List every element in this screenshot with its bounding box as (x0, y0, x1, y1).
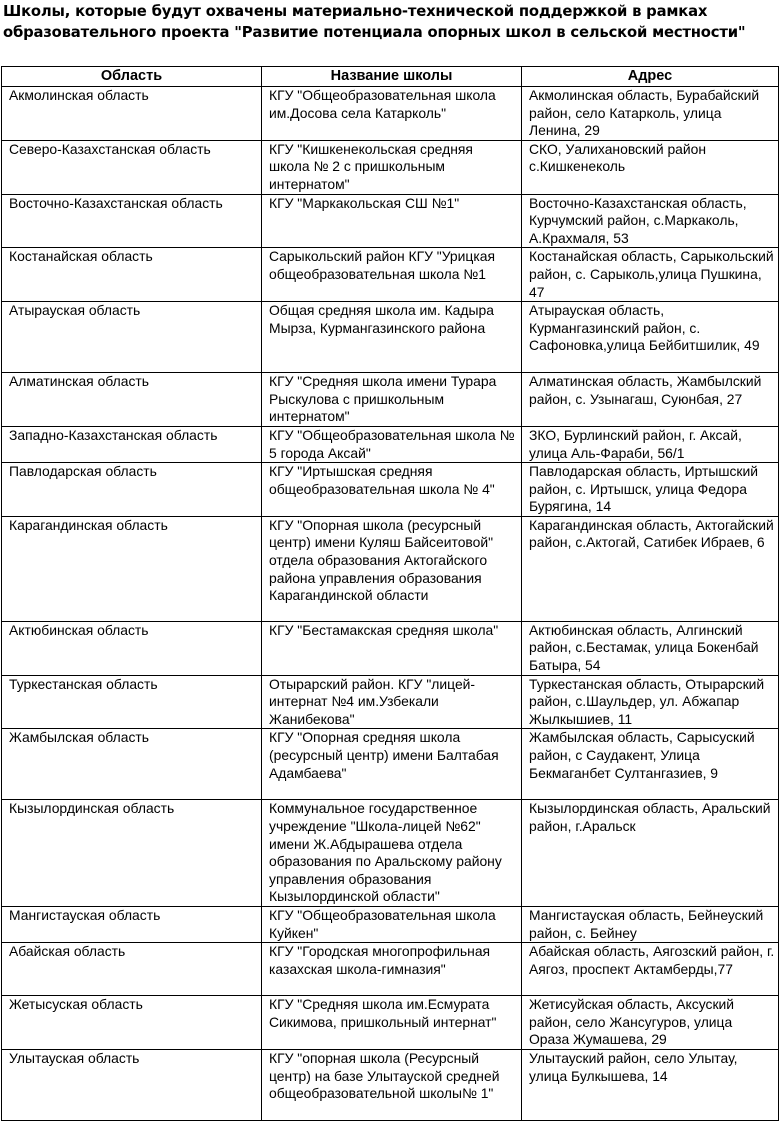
address-cell: Туркестанская область, Отырарский район, с.Шаульдер, ул. Абжапар Жылкышиев, 11 (522, 675, 779, 729)
address-cell: ЗКО, Бурлинский район, г. Аксай, улица Аль-Фараби, 56/1 (522, 426, 779, 462)
school-name-cell: КГУ "Маркакольская СШ №1" (262, 194, 522, 248)
address-cell: Карагандинская область, Актогайский район, с.Актогай, Сатибек Ибраев, 6 (522, 516, 779, 621)
table-row (2, 675, 779, 729)
address-cell: Кызылординская область, Аральский район, г.Аральск (522, 800, 779, 907)
table-row (2, 463, 779, 517)
region-cell: Жетысуская область (2, 996, 262, 1050)
table-header-row (2, 67, 779, 87)
school-name-cell: Общая средняя школа им. Кадыра Мырза, Курмангазинского района (262, 302, 522, 373)
region-cell: Восточно-Казахстанская область (2, 194, 262, 248)
region-cell: Улытауская область (2, 1049, 262, 1120)
region-cell: Алматинская область (2, 373, 262, 427)
address-cell: Атырауская область, Курмангазинский район, с. Сафоновка,улица Бейбитшилик, 49 (522, 302, 779, 373)
school-name-cell: КГУ "Общеобразовательная школа Куйкен" (262, 907, 522, 943)
school-name-cell: КГУ "Средняя школа им.Есмурата Сикимова, пришкольный интернат" (262, 996, 522, 1050)
region-cell: Туркестанская область (2, 675, 262, 729)
school-name-cell: Коммунальное государственное учреждение "Школа-лицей №62" имени Ж.Абдырашева отдела образования по Аральскому району управления образования Кызылординской области" (262, 800, 522, 907)
address-cell: Мангистауская область, Бейнеуский район, с. Бейнеу (522, 907, 779, 943)
table-row (2, 248, 779, 302)
address-cell: Жамбылская область, Сарысуский район, с Саудакент, Улица Бекмаганбет Султангазиев, 9 (522, 729, 779, 800)
table-row (2, 996, 779, 1050)
school-name-cell: КГУ "Опорная школа (ресурсный центр) имени Куляш Байсеитовой" отдела образования Актогайского района управления образования Карагандинской области (262, 516, 522, 621)
address-cell: Актюбинская область, Алгинский район, с.Бестамак, улица Бокенбай Батыра, 54 (522, 621, 779, 675)
school-name-cell: КГУ "Общеобразовательная школа им.Досова села Катарколь" (262, 87, 522, 141)
school-name-cell: КГУ "Средняя школа имени Турара Рыскулова с пришкольным интернатом" (262, 373, 522, 427)
table-row (2, 800, 779, 907)
school-name-cell: Сарыкольский район КГУ "Урицкая общеобразовательная школа №1 (262, 248, 522, 302)
region-cell: Абайская область (2, 943, 262, 996)
address-cell: СКО, Уалихановский район с.Кишкенеколь (522, 140, 779, 194)
school-name-cell: КГУ "Городская многопрофильная казахская школа-гимназия" (262, 943, 522, 996)
address-cell: Павлодарская область, Иртышский район, с. Иртышск, улица Федора Бурягина, 14 (522, 463, 779, 517)
header-school-name: Название школы (262, 67, 522, 87)
table-row (2, 621, 779, 675)
header-region: Область (2, 67, 262, 87)
region-cell: Актюбинская область (2, 621, 262, 675)
school-name-cell: КГУ "Бестамакская средняя школа" (262, 621, 522, 675)
region-cell: Атырауская область (2, 302, 262, 373)
region-cell: Костанайская область (2, 248, 262, 302)
region-cell: Кызылординская область (2, 800, 262, 907)
table-row (2, 87, 779, 141)
region-cell: Акмолинская область (2, 87, 262, 141)
schools-table (1, 66, 779, 1121)
school-name-cell: КГУ "Общеобразовательная школа № 5 города Аксай" (262, 426, 522, 462)
school-name-cell: КГУ "Иртышская средняя общеобразовательная школа № 4" (262, 463, 522, 517)
table-row (2, 729, 779, 800)
table-row (2, 1049, 779, 1120)
table-row (2, 907, 779, 943)
school-name-cell: Отырарский район. КГУ "лицей-интернат №4 им.Узбекали Жанибекова" (262, 675, 522, 729)
address-cell: Жетисуйская область, Аксуский район, село Жансугуров, улица Ораза Жумашева, 29 (522, 996, 779, 1050)
region-cell: Жамбылская область (2, 729, 262, 800)
school-name-cell: КГУ "Кишкенекольская средняя школа № 2 с пришкольным интернатом" (262, 140, 522, 194)
region-cell: Западно-Казахстанская область (2, 426, 262, 462)
table-row (2, 373, 779, 427)
region-cell: Мангистауская область (2, 907, 262, 943)
region-cell: Карагандинская область (2, 516, 262, 621)
table-row (2, 194, 779, 248)
region-cell: Северо-Казахстанская область (2, 140, 262, 194)
header-address: Адрес (522, 67, 779, 87)
school-name-cell: КГУ "опорная школа (Ресурсный центр) на базе Улытауской средней общеобразовательной школы№ 1" (262, 1049, 522, 1120)
address-cell: Костанайская область, Сарыкольский район, с. Сарыколь,улица Пушкина, 47 (522, 248, 779, 302)
address-cell: Улытауский район, село Улытау, улица Булкышева, 14 (522, 1049, 779, 1120)
region-cell: Павлодарская область (2, 463, 262, 517)
page-title: Школы, которые будут охвачены материально-технической поддержкой в рамках образовательного проекта "Развитие потенциала опорных школ в сельской местности" (3, 3, 746, 41)
table-row (2, 302, 779, 373)
table-row (2, 943, 779, 996)
table-row (2, 140, 779, 194)
address-cell: Абайская область, Аягозский район, г. Аягоз, проспект Актамберды,77 (522, 943, 779, 996)
table-row (2, 516, 779, 621)
address-cell: Восточно-Казахстанская область, Курчумский район, с.Маркаколь, А.Крахмаля, 53 (522, 194, 779, 248)
school-name-cell: КГУ "Опорная средняя школа (ресурсный центр) имени Балтабая Адамбаева" (262, 729, 522, 800)
address-cell: Акмолинская область, Бурабайский район, село Катарколь, улица Ленина, 29 (522, 87, 779, 141)
address-cell: Алматинская область, Жамбылский район, с. Узынагаш, Суюнбая, 27 (522, 373, 779, 427)
table-row (2, 426, 779, 462)
